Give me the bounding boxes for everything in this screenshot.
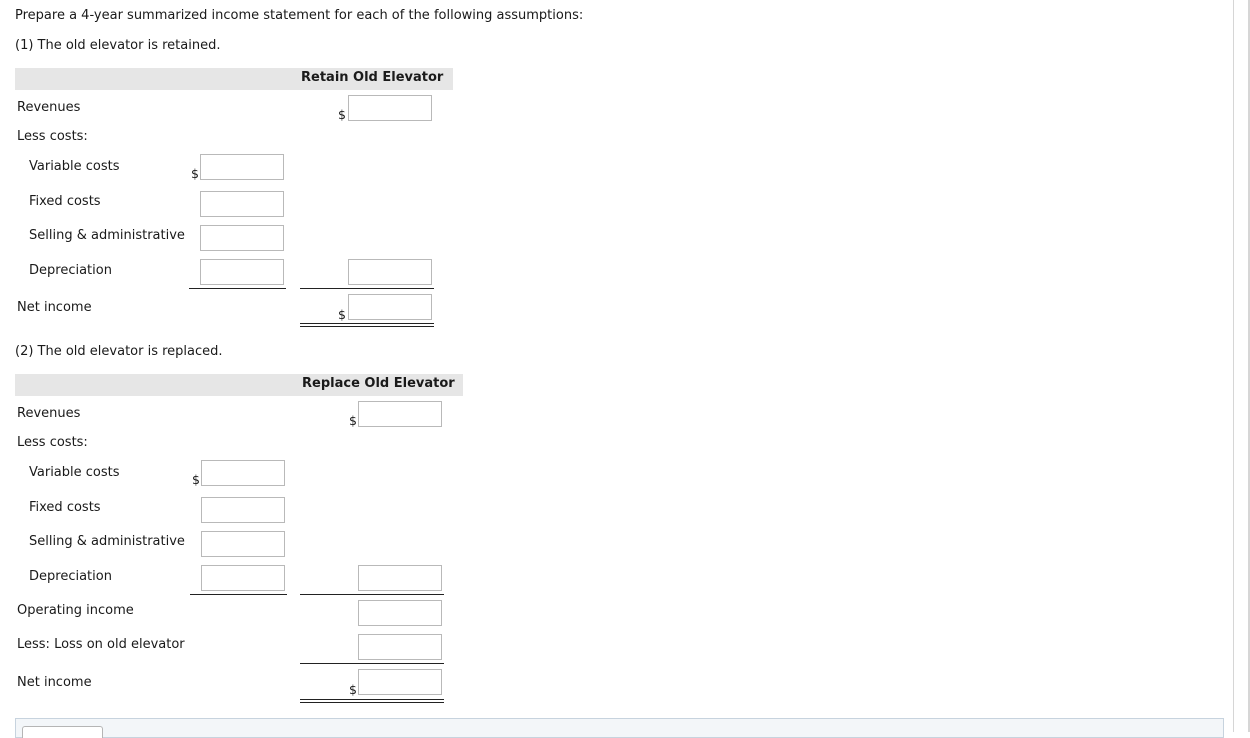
part2-fixed-costs-label: Fixed costs [29,500,101,515]
part1-revenues-label: Revenues [17,100,81,115]
part1-variable-costs-input[interactable] [200,154,284,180]
part1-revenues-input[interactable] [348,95,432,121]
part2-column-header: Replace Old Elevator [302,376,455,391]
part1-depreciation-input[interactable] [200,259,284,285]
part2-depreciation-label: Depreciation [29,569,112,584]
part1-fixed-costs-label: Fixed costs [29,194,101,209]
part2-total-costs-rule [300,594,444,595]
bottom-action-panel [15,718,1224,738]
part2-depreciation-input[interactable] [201,565,285,591]
part2-total-costs-input[interactable] [358,565,442,591]
part1-selling-admin-label: Selling & administrative [29,228,185,243]
part2-fixed-costs-input[interactable] [201,497,285,523]
part2-operating-income-label: Operating income [17,603,134,618]
part1-net-income-double-rule [300,323,434,327]
part1-total-costs-rule [300,288,434,289]
part1-selling-admin-input[interactable] [200,225,284,251]
part1-variable-costs-label: Variable costs [29,159,120,174]
part1-column-header: Retain Old Elevator [301,70,444,85]
part2-net-income-input[interactable] [358,669,442,695]
part2-costs-subtotal-rule [190,594,287,595]
part2-loss-rule [300,663,444,664]
part1-heading: (1) The old elevator is retained. [15,38,221,53]
part2-heading: (2) The old elevator is replaced. [15,344,223,359]
part2-variable-costs-dollar: $ [192,472,200,487]
part2-loss-old-elevator-input[interactable] [358,634,442,660]
part1-fixed-costs-input[interactable] [200,191,284,217]
part2-net-income-double-rule [300,699,444,703]
frame-border-right [1233,0,1234,732]
part2-selling-admin-input[interactable] [201,531,285,557]
part1-net-income-label: Net income [17,300,92,315]
part2-variable-costs-label: Variable costs [29,465,120,480]
part1-net-income-input[interactable] [348,294,432,320]
part1-total-costs-input[interactable] [348,259,432,285]
instruction-text: Prepare a 4-year summarized income statement for each of the following assumptions: [15,8,584,23]
bottom-panel-button[interactable] [22,726,103,738]
part2-operating-income-input[interactable] [358,600,442,626]
part1-revenues-dollar: $ [338,107,346,122]
part2-less-costs-label: Less costs: [17,435,88,450]
part2-selling-admin-label: Selling & administrative [29,534,185,549]
part2-loss-old-elevator-label: Less: Loss on old elevator [17,637,185,652]
part2-revenues-label: Revenues [17,406,81,421]
part1-net-income-dollar: $ [338,307,346,322]
part2-net-income-label: Net income [17,675,92,690]
part1-variable-costs-dollar: $ [191,166,199,181]
part1-depreciation-label: Depreciation [29,263,112,278]
part1-less-costs-label: Less costs: [17,129,88,144]
part2-revenues-dollar: $ [349,413,357,428]
part2-variable-costs-input[interactable] [201,460,285,486]
part2-net-income-dollar: $ [349,682,357,697]
part2-revenues-input[interactable] [358,401,442,427]
part1-costs-subtotal-rule [189,288,286,289]
